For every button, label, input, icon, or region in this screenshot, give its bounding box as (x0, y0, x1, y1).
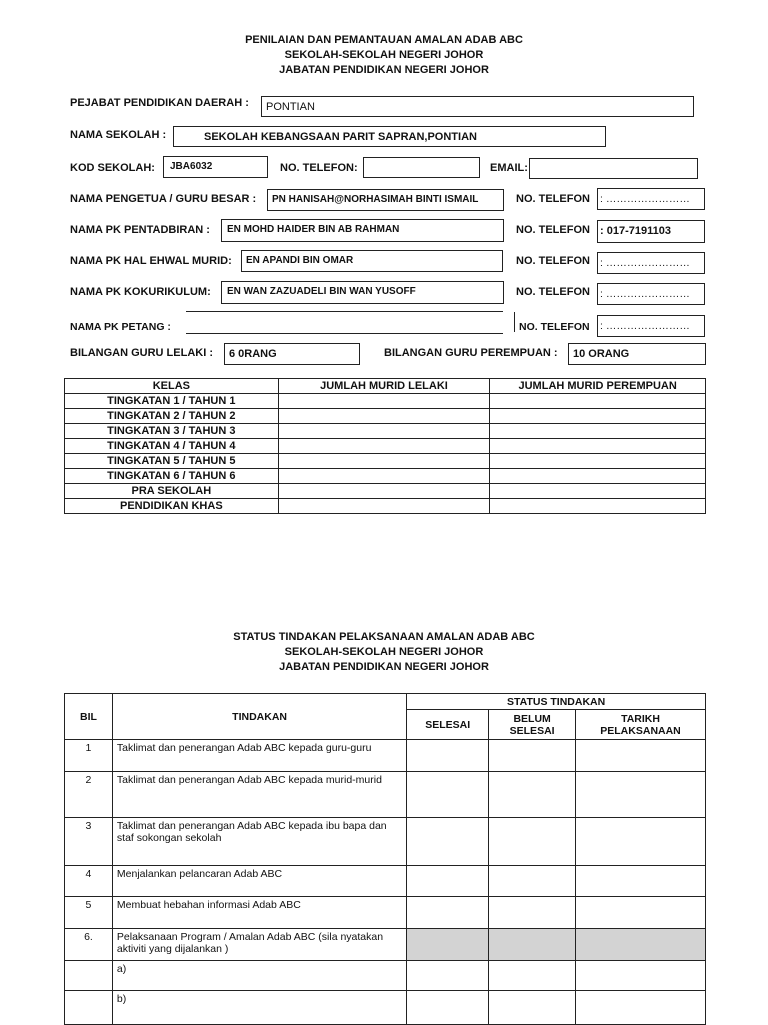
male-count-cell[interactable] (278, 469, 490, 484)
selesai-cell[interactable] (407, 897, 489, 929)
male-count-cell[interactable] (278, 484, 490, 499)
row-bil: 5 (65, 897, 113, 929)
row-tindakan: Membuat hebahan informasi Adab ABC (112, 897, 406, 929)
tarikh-cell-shaded (576, 929, 706, 961)
male-count-cell[interactable] (278, 409, 490, 424)
ppd-label: PEJABAT PENDIDIKAN DAERAH : (70, 97, 249, 109)
students-table (64, 378, 706, 514)
belum-selesai-cell[interactable] (489, 772, 576, 818)
school-tel-label: NO. TELEFON: (280, 162, 358, 174)
selesai-cell[interactable] (407, 772, 489, 818)
selesai-cell[interactable] (407, 961, 489, 991)
table-row (65, 929, 706, 961)
female-count-cell[interactable] (490, 454, 706, 469)
female-count-cell[interactable] (490, 409, 706, 424)
pk-hem-tel-field[interactable]: : …………………… (597, 252, 705, 274)
male-count-cell[interactable] (278, 394, 490, 409)
row-tindakan: Pelaksanaan Program / Amalan Adab ABC (sila nyatakan aktiviti yang dijalankan ) (112, 929, 406, 961)
male-teachers-field[interactable]: 6 0RANG (224, 343, 360, 365)
col-belum-selesai: BELUM SELESAI (489, 710, 576, 740)
tarikh-cell[interactable] (576, 991, 706, 1025)
female-count-cell[interactable] (490, 469, 706, 484)
pk-koko-tel-label: NO. TELEFON (516, 286, 590, 298)
tarikh-cell[interactable] (576, 740, 706, 772)
status-title-line2: SEKOLAH-SEKOLAH NEGERI JOHOR (284, 646, 484, 658)
male-teachers-label: BILANGAN GURU LELAKI : (70, 347, 213, 359)
col-tindakan: TINDAKAN (112, 694, 406, 740)
email-field[interactable] (529, 158, 698, 179)
row-bil: 2 (65, 772, 113, 818)
sub-item-a[interactable]: a) (112, 961, 406, 991)
belum-selesai-cell[interactable] (489, 991, 576, 1025)
status-table (64, 693, 706, 1025)
belum-selesai-cell[interactable] (489, 961, 576, 991)
belum-selesai-cell[interactable] (489, 818, 576, 866)
row-tindakan: Taklimat dan penerangan Adab ABC kepada murid-murid (112, 772, 406, 818)
pk-koko-label: NAMA PK KOKURIKULUM: (70, 286, 211, 298)
form-title-line3: JABATAN PENDIDIKAN NEGERI JOHOR (279, 64, 489, 76)
status-title-line1: STATUS TINDAKAN PELAKSANAAN AMALAN ADAB ABC (233, 631, 535, 643)
school-label: NAMA SEKOLAH : (70, 129, 167, 141)
pk-petang-label: NAMA PK PETANG : (70, 321, 171, 333)
tarikh-cell[interactable] (576, 897, 706, 929)
selesai-cell[interactable] (407, 866, 489, 897)
col-kelas: KELAS (65, 379, 279, 394)
row-bil: 4 (65, 866, 113, 897)
pk-admin-tel-label: NO. TELEFON (516, 224, 590, 236)
col-male: JUMLAH MURID LELAKI (278, 379, 490, 394)
school-tel-field[interactable] (363, 157, 480, 178)
class-name: PENDIDIKAN KHAS (65, 499, 279, 514)
class-name: TINGKATAN 2 / TAHUN 2 (65, 409, 279, 424)
sub-item-b[interactable]: b) (112, 991, 406, 1025)
table-row (65, 866, 706, 897)
selesai-cell-shaded (407, 929, 489, 961)
row-tindakan: Taklimat dan penerangan Adab ABC kepada ibu bapa dan staf sokongan sekolah (112, 818, 406, 866)
pk-koko-tel-field[interactable]: : …………………… (597, 283, 705, 305)
belum-selesai-cell[interactable] (489, 897, 576, 929)
pk-hem-label: NAMA PK HAL EHWAL MURID: (70, 255, 232, 267)
belum-selesai-cell[interactable] (489, 740, 576, 772)
male-count-cell[interactable] (278, 499, 490, 514)
row-bil-empty (65, 991, 113, 1025)
pk-koko-field[interactable]: EN WAN ZAZUADELI BIN WAN YUSOFF (221, 281, 504, 304)
pk-hem-tel-label: NO. TELEFON (516, 255, 590, 267)
school-field[interactable]: SEKOLAH KEBANGSAAN PARIT SAPRAN,PONTIAN (173, 126, 606, 147)
table-row (65, 897, 706, 929)
pk-petang-field[interactable] (186, 333, 503, 334)
table-row (65, 499, 706, 514)
email-label: EMAIL: (490, 162, 528, 174)
form-title-line2: SEKOLAH-SEKOLAH NEGERI JOHOR (284, 49, 484, 61)
table-row (65, 772, 706, 818)
table-row (65, 439, 706, 454)
female-count-cell[interactable] (490, 484, 706, 499)
female-count-cell[interactable] (490, 499, 706, 514)
table-row (65, 409, 706, 424)
female-count-cell[interactable] (490, 439, 706, 454)
table-row (65, 991, 706, 1025)
row-bil-empty (65, 961, 113, 991)
selesai-cell[interactable] (407, 991, 489, 1025)
row-bil: 1 (65, 740, 113, 772)
table-row (65, 469, 706, 484)
selesai-cell[interactable] (407, 818, 489, 866)
pk-admin-field[interactable]: EN MOHD HAIDER BIN AB RAHMAN (221, 219, 504, 242)
principal-tel-field[interactable]: : …………………… (597, 188, 705, 210)
table-row (65, 484, 706, 499)
table-row (65, 961, 706, 991)
pk-admin-label: NAMA PK PENTADBIRAN : (70, 224, 210, 236)
form-title-line1: PENILAIAN DAN PEMANTAUAN AMALAN ADAB ABC (245, 34, 523, 46)
col-female: JUMLAH MURID PEREMPUAN (490, 379, 706, 394)
female-count-cell[interactable] (490, 424, 706, 439)
table-row (65, 740, 706, 772)
table-row (65, 424, 706, 439)
tarikh-cell[interactable] (576, 772, 706, 818)
row-bil: 3 (65, 818, 113, 866)
class-name: TINGKATAN 3 / TAHUN 3 (65, 424, 279, 439)
school-code-field[interactable]: JBA6032 (163, 156, 268, 178)
belum-selesai-cell-shaded (489, 929, 576, 961)
col-bil: BIL (65, 694, 113, 740)
col-selesai: SELESAI (407, 710, 489, 740)
male-count-cell[interactable] (278, 424, 490, 439)
class-name: PRA SEKOLAH (65, 484, 279, 499)
belum-selesai-cell[interactable] (489, 866, 576, 897)
class-name: TINGKATAN 5 / TAHUN 5 (65, 454, 279, 469)
principal-tel-label: NO. TELEFON (516, 193, 590, 205)
ppd-field[interactable]: PONTIAN (261, 96, 694, 117)
tarikh-cell[interactable] (576, 818, 706, 866)
divider (514, 312, 515, 332)
class-name: TINGKATAN 4 / TAHUN 4 (65, 439, 279, 454)
male-count-cell[interactable] (278, 454, 490, 469)
pk-petang-line-top (186, 311, 503, 312)
class-name: TINGKATAN 6 / TAHUN 6 (65, 469, 279, 484)
row-tindakan: Taklimat dan penerangan Adab ABC kepada guru-guru (112, 740, 406, 772)
table-row (65, 818, 706, 866)
tarikh-cell[interactable] (576, 961, 706, 991)
selesai-cell[interactable] (407, 740, 489, 772)
principal-field[interactable]: PN HANISAH@NORHASIMAH BINTI ISMAIL (267, 189, 504, 211)
pk-admin-tel-field[interactable]: : 017-7191103 (597, 220, 705, 243)
female-count-cell[interactable] (490, 394, 706, 409)
class-name: TINGKATAN 1 / TAHUN 1 (65, 394, 279, 409)
table-row (65, 394, 706, 409)
pk-petang-tel-field[interactable]: : …………………… (597, 315, 705, 337)
male-count-cell[interactable] (278, 439, 490, 454)
table-row (65, 454, 706, 469)
female-teachers-label: BILANGAN GURU PEREMPUAN : (384, 347, 558, 359)
row-bil: 6. (65, 929, 113, 961)
pk-hem-field[interactable]: EN APANDI BIN OMAR (241, 250, 503, 272)
status-title-line3: JABATAN PENDIDIKAN NEGERI JOHOR (279, 661, 489, 673)
pk-petang-tel-label: NO. TELEFON (519, 321, 590, 333)
col-status-group: STATUS TINDAKAN (407, 694, 706, 710)
female-teachers-field[interactable]: 10 ORANG (568, 343, 706, 365)
school-code-label: KOD SEKOLAH: (70, 162, 155, 174)
col-tarikh: TARIKH PELAKSANAAN (576, 710, 706, 740)
row-tindakan: Menjalankan pelancaran Adab ABC (112, 866, 406, 897)
tarikh-cell[interactable] (576, 866, 706, 897)
principal-label: NAMA PENGETUA / GURU BESAR : (70, 193, 257, 205)
